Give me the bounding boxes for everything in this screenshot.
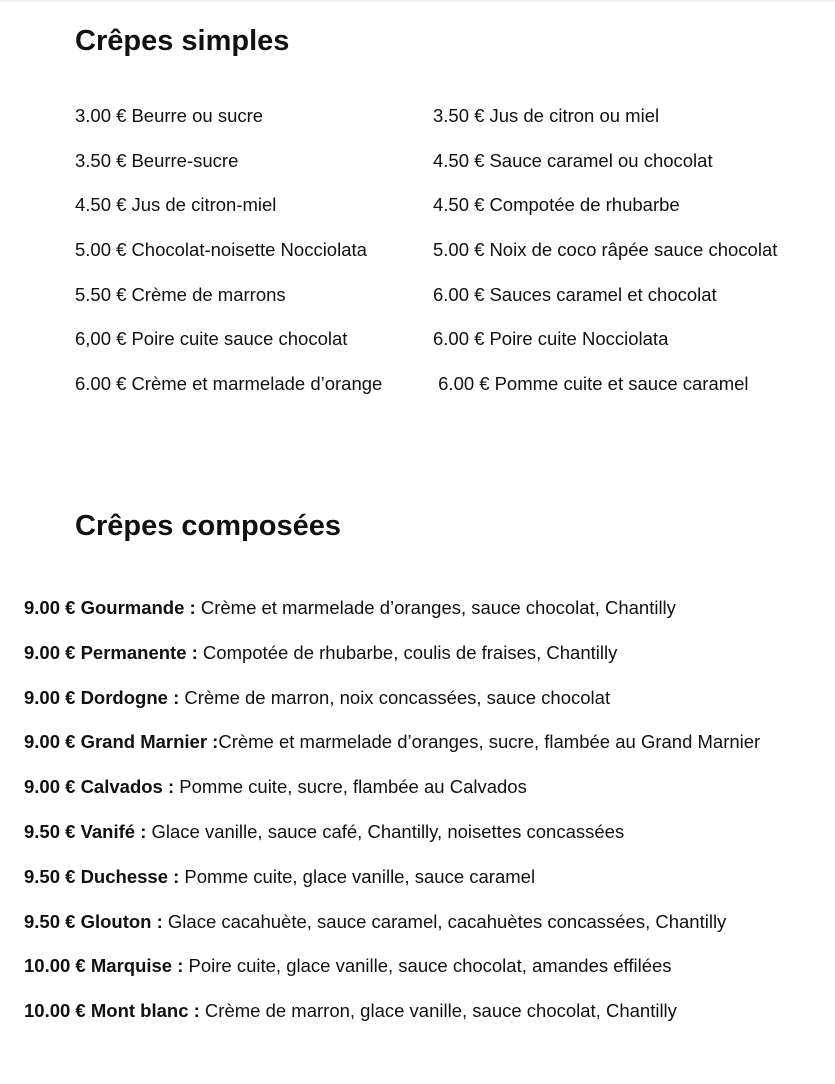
item-name: Poire cuite sauce chocolat — [131, 328, 348, 350]
item-price: 5.00 € — [433, 239, 485, 261]
item-price: 6.00 € — [433, 373, 490, 395]
list-item — [24, 640, 760, 685]
simple-list-right — [433, 103, 777, 416]
item-price: 5.00 € — [75, 239, 127, 261]
item-description: Glace cacahuète, sauce caramel, cacahuètes concassées, Chantilly — [162, 910, 727, 932]
item-name: Jus de citron ou miel — [489, 105, 660, 126]
list-item — [75, 237, 382, 282]
item-name: Crème de marrons — [131, 283, 286, 305]
item-description: Crème de marron, noix concassées, sauce chocolat — [179, 686, 611, 708]
item-name: Jus de citron-miel — [131, 194, 277, 216]
item-label: 10.00 € Mont blanc : — [24, 1000, 200, 1022]
list-item — [24, 774, 760, 819]
item-price: 6.00 € — [75, 373, 127, 395]
list-item — [24, 819, 760, 864]
list-item — [433, 371, 777, 416]
simple-list-left — [75, 103, 382, 416]
list-item — [75, 371, 382, 416]
item-price: 6.00 € — [433, 328, 485, 350]
item-price: 6,00 € — [75, 328, 127, 350]
list-item — [24, 729, 760, 774]
list-item — [433, 282, 777, 327]
list-item — [75, 148, 382, 193]
item-price: 6.00 € — [433, 283, 485, 305]
item-price: 5.50 € — [75, 283, 127, 305]
item-name: Compotée de rhubarbe — [489, 194, 680, 216]
list-item — [433, 237, 777, 282]
item-description: Compotée de rhubarbe, coulis de fraises, Chantilly — [197, 641, 618, 663]
item-description: Glace vanille, sauce café, Chantilly, noisettes concassées — [146, 820, 625, 842]
list-item — [433, 192, 777, 237]
list-item — [75, 103, 382, 148]
item-price: 3.50 € — [433, 105, 485, 126]
item-description: Crème et marmelade d’oranges, sucre, flambée au Grand Marnier — [218, 731, 761, 753]
item-label: 9.00 € Gourmande : — [24, 597, 196, 618]
list-item — [75, 326, 382, 371]
item-description: Pomme cuite, sucre, flambée au Calvados — [174, 776, 527, 798]
item-name: Beurre-sucre — [131, 149, 239, 171]
list-item — [24, 909, 760, 954]
list-item — [75, 282, 382, 327]
item-label: 9.50 € Glouton : — [24, 910, 163, 932]
list-item — [24, 998, 760, 1043]
item-name: Poire cuite Nocciolata — [489, 328, 669, 350]
list-item — [433, 326, 777, 371]
section-title-simple: Crêpes simples — [75, 25, 290, 57]
item-name: Pomme cuite et sauce caramel — [494, 373, 749, 395]
list-item — [75, 192, 382, 237]
item-name: Sauces caramel et chocolat — [489, 283, 717, 305]
list-item — [433, 103, 777, 148]
item-description: Pomme cuite, glace vanille, sauce caramel — [179, 865, 536, 887]
item-name: Beurre ou sucre — [131, 105, 264, 126]
composed-list — [24, 595, 760, 1043]
item-price: 4.50 € — [433, 194, 485, 216]
list-item — [24, 685, 760, 730]
item-name: Sauce caramel ou chocolat — [489, 149, 713, 171]
item-name: Noix de coco râpée sauce chocolat — [489, 239, 778, 261]
item-label: 9.00 € Grand Marnier : — [24, 731, 219, 753]
item-name: Crème et marmelade d’orange — [131, 373, 383, 395]
item-price: 3.00 € — [75, 105, 127, 126]
item-label: 10.00 € Marquise : — [24, 955, 184, 977]
list-item — [433, 148, 777, 193]
list-item — [24, 864, 760, 909]
item-description: Poire cuite, glace vanille, sauce chocolat, amandes effilées — [183, 955, 672, 977]
item-label: 9.00 € Calvados : — [24, 776, 175, 798]
item-price: 4.50 € — [75, 194, 127, 216]
item-label: 9.50 € Duchesse : — [24, 865, 180, 887]
item-label: 9.00 € Dordogne : — [24, 686, 180, 708]
item-price: 4.50 € — [433, 149, 485, 171]
list-item — [24, 953, 760, 998]
item-name: Chocolat-noisette Nocciolata — [131, 239, 367, 261]
item-description: Crème de marron, glace vanille, sauce chocolat, Chantilly — [199, 1000, 677, 1022]
section-title-composed: Crêpes composées — [75, 510, 341, 542]
item-label: 9.00 € Permanente : — [24, 641, 198, 663]
page-top-border — [0, 0, 835, 2]
item-price: 3.50 € — [75, 149, 127, 171]
item-description: Crème et marmelade d’oranges, sauce chocolat, Chantilly — [195, 597, 676, 618]
item-label: 9.50 € Vanifé : — [24, 820, 147, 842]
list-item — [24, 595, 760, 640]
